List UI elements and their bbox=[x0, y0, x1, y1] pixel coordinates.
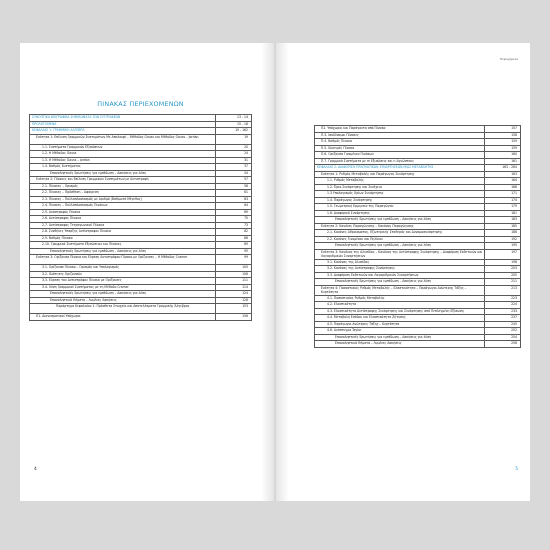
toc-entry-title: 4.5. Παράγωγοι Ανώτερης Τάξης – Κυρτότητα bbox=[315, 321, 485, 328]
toc-entry-page: 13 - 14 bbox=[216, 115, 252, 122]
toc-entry-title: Επαναληπτικές Ερωτήσεις για εμπέδωση – Ασκήσεις για λύση bbox=[315, 243, 485, 250]
toc-entry-title: 2.2. Κανόνες Γινομένου και Πηλίκου bbox=[315, 236, 485, 243]
toc-row bbox=[315, 249, 521, 259]
running-head: Περιεχόμενα bbox=[500, 57, 518, 61]
toc-entry-title: Επαναληπτικές Ερωτήσεις για εμπέδωση – Ασκήσεις για λύση bbox=[30, 291, 216, 298]
toc-entry-page: 63 bbox=[216, 196, 252, 203]
toc-entry-page: 186 bbox=[485, 230, 521, 237]
toc-entry-page: 159 bbox=[485, 139, 521, 146]
toc-title: ΠΙΝΑΚΑΣ ΠΕΡΙΕΧΟΜΕΝΩΝ bbox=[97, 100, 184, 108]
toc-entry-title: 2.9. Βαθμός Πίνακα bbox=[30, 235, 216, 242]
toc-entry-title: 1.1. Ρυθμός Μεταβολής bbox=[315, 178, 485, 185]
toc-entry-page: 179 bbox=[485, 204, 521, 211]
toc-entry-page: 58 bbox=[216, 183, 252, 190]
toc-entry-title: 4.2. Ελαστικότητα bbox=[315, 302, 485, 309]
toc-entry-page: 158 bbox=[485, 132, 521, 139]
toc-entry-page: 100 bbox=[216, 265, 252, 272]
toc-entry-title: Ενότητα 3: Ορίζουσα Πίνακα και Εύρεση Αντιστρόφου Πίνακα με Ορίζουσες – Η Μέθοδος Cramer bbox=[30, 255, 216, 265]
toc-entry-title: 1.3 Υπολογισμός Ορίων Συνάρτησης bbox=[315, 191, 485, 198]
toc-entry-title: 2.10. Γραμμικά Συστήματα Εξισώσεων και Πίνακες bbox=[30, 242, 216, 249]
toc-row bbox=[30, 304, 252, 314]
toc-entry-title: ΚΕΦΑΛΑΙΟ 1: ΓΡΑΜΜΙΚΗ ΑΛΓΕΒΡΑ bbox=[30, 128, 216, 135]
toc-entry-page: 160 bbox=[485, 152, 521, 159]
toc-entry-title: Π1. Διανυσματικοί Υπόχωροι bbox=[30, 314, 216, 321]
toc-table-right bbox=[314, 125, 521, 348]
toc-entry-title: Παράρτημα Κεφαλαίου 1: Πρόσθετα Στοιχεία και Αποτελέσματα Γραμμικής Άλγεβρας bbox=[30, 304, 216, 314]
toc-entry-page: 254 bbox=[485, 334, 521, 341]
toc-entry-title: Ενότητα 4: Ποσοστιαίος Ρυθμός Μεταβολής – Ελαστικότητα – Παράγωγοι Ανώτερης Τάξης – Κυρτότητα bbox=[315, 285, 485, 295]
toc-entry-title: Επαναληπτικά Θέματα – Λυμένες Ασκήσεις bbox=[315, 341, 485, 348]
toc-entry-title: 2.2. Πίνακες – Πρόσθεση – Αφαίρεση bbox=[30, 190, 216, 197]
toc-entry-title: 3.3. Εύρεση του Αντιστρόφου Πίνακα με Ορίζουσες bbox=[30, 278, 216, 285]
toc-entry-title: 1.4. Παράγωγος Συνάρτησης bbox=[315, 197, 485, 204]
toc-entry-title: Ενότητα 2: Πίνακες και Επίλυση Γραμμικών Συστημάτων με Αντιστροφή bbox=[30, 177, 216, 184]
toc-entry-title: Π2. Υπόχωροι και Παράγοντα από Πίνακα bbox=[315, 126, 485, 133]
toc-entry-title: Επαναληπτικές Ερωτήσεις για εμπέδωση – Ασκήσεις για λύση bbox=[315, 334, 485, 341]
toc-row bbox=[30, 134, 252, 144]
toc-entry-page: 128 bbox=[216, 297, 252, 304]
toc-entry-page: 163 - 264 bbox=[485, 165, 521, 172]
toc-entry-page: 95 bbox=[216, 248, 252, 255]
toc-entry-page: 64 bbox=[216, 203, 252, 210]
toc-entry-page: 114 bbox=[216, 284, 252, 291]
toc-entry-title: Ενότητα 2: Κανόνες Παραγώγισης – Κανόνας Παραγώγισης bbox=[315, 223, 485, 230]
toc-entry-title: ΚΕΦΑΛΑΙΟ 2: ΔΙΑΦΟΡΙΣΗ ΠΡΑΓΜΑΤΙΚΩΝ ΣΥΝΑΡΤΗΣΕΩΝ ΜΙΑΣ ΜΕΤΑΒΛΗΤΗΣ bbox=[315, 165, 485, 172]
toc-entry-title: 2.5. Ανάστροφος Πίνακα bbox=[30, 209, 216, 216]
toc-entry-page: 15 - 18 bbox=[216, 121, 252, 128]
toc-entry-page: 252 bbox=[485, 328, 521, 335]
toc-entry-page: 164 bbox=[485, 178, 521, 185]
toc-entry-title: 3.1. Κανόνας της Αλυσίδας bbox=[315, 259, 485, 266]
toc-entry-title: 4.1. Ποσοστιαίος Ρυθμός Μεταβολής bbox=[315, 295, 485, 302]
toc-entry-page: 237 bbox=[485, 315, 521, 322]
toc-entry-title: 2.6. Αντίστροφος Πίνακα bbox=[30, 216, 216, 223]
toc-entry-page: 106 bbox=[216, 271, 252, 278]
toc-entry-page: 161 bbox=[485, 158, 521, 165]
toc-entry-title: 1.4. Βαθμός Συστήματος bbox=[30, 164, 216, 171]
toc-entry-page: 19 - 162 bbox=[216, 128, 252, 135]
toc-entry-title: ΣΥΝΟΠΤΙΚΑ ΒΙΟΓΡΑΦΙΚΑ ΣΗΜΕΙΩΜΑΤΑ ΤΩΝ ΣΥΓΓΡΑΦΕΩΝ bbox=[30, 115, 216, 122]
page-number-right: 5 bbox=[515, 467, 518, 472]
toc-entry-title: Ενότητα 1: Ρυθμός Μεταβολής και Παράγωγος Συνάρτησης bbox=[315, 171, 485, 178]
toc-entry-page: 159 bbox=[485, 145, 521, 152]
page-number-left: 4 bbox=[34, 467, 37, 472]
toc-entry-page: 20 bbox=[216, 144, 252, 151]
toc-table-left bbox=[29, 114, 252, 321]
toc-entry-page: 37 bbox=[216, 164, 252, 171]
toc-entry-title: 2.3. Πίνακες – Πολλαπλασιασμός με Αριθμό (Βαθμωτό Μέγεθος) bbox=[30, 196, 216, 203]
toc-entry-page: 86 bbox=[216, 235, 252, 242]
toc-entry-page: 89 bbox=[216, 242, 252, 249]
toc-entry-page: 171 bbox=[485, 191, 521, 198]
toc-entry-page: 73 bbox=[216, 222, 252, 229]
toc-entry-page: 82 bbox=[216, 229, 252, 236]
toc-entry-page: 198 bbox=[485, 259, 521, 266]
toc-entry-page: 54 bbox=[216, 170, 252, 177]
toc-entry-title: 1.1. Συστήματα Γραμμικών Εξισώσεων bbox=[30, 144, 216, 151]
toc-entry-page: 70 bbox=[216, 216, 252, 223]
toc-entry-page: 111 bbox=[216, 278, 252, 285]
toc-entry-page: 197 bbox=[485, 249, 521, 259]
toc-entry-title: 3.4. Λύση Γραμμικού Συστήματος με τη Μέθοδο Cramer bbox=[30, 284, 216, 291]
toc-entry-title: 3.2. Κανόνας της Αντίστροφης Συνάρτησης bbox=[315, 266, 485, 273]
toc-entry-title: 3.1. Ορίζουσα Πίνακα – Ορισμός και Υπολογισμός bbox=[30, 265, 216, 272]
toc-row bbox=[30, 314, 252, 321]
toc-entry-title: 1.5. Γεωμετρική Ερμηνεία της Παραγώγου bbox=[315, 204, 485, 211]
toc-entry-title: Π.6. Ορίζουσα Γινομένου Πινάκων bbox=[315, 152, 485, 159]
toc-entry-page: 153 bbox=[216, 304, 252, 314]
toc-entry-title: 1.6. Διαφορικό Συνάρτησης bbox=[315, 210, 485, 217]
toc-entry-page: 99 bbox=[216, 255, 252, 265]
toc-row bbox=[30, 255, 252, 265]
toc-entry-page: 124 bbox=[216, 291, 252, 298]
toc-entry-page: 203 bbox=[485, 266, 521, 273]
toc-entry-page: 233 bbox=[485, 308, 521, 315]
toc-entry-page: 223 bbox=[485, 295, 521, 302]
toc-entry-page: 156 bbox=[216, 314, 252, 321]
toc-entry-title: 3.3. Διαφόριση Εκθετικών και Λογαριθμικών Συναρτήσεων bbox=[315, 272, 485, 279]
toc-entry-page: 57 bbox=[216, 177, 252, 184]
toc-entry-page: 69 bbox=[216, 209, 252, 216]
toc-entry-title: 2.4. Πίνακες – Πολλαπλασιασμός Πινάκων bbox=[30, 203, 216, 210]
toc-entry-page: 31 bbox=[216, 157, 252, 164]
toc-entry-title: Π.3. Ισοδύναμοι Πίνακες bbox=[315, 132, 485, 139]
toc-entry-title: 1.3. Η Μέθοδος Gauss – Jordan bbox=[30, 157, 216, 164]
toc-entry-title: 2.1. Πίνακες – Ορισμός bbox=[30, 183, 216, 190]
toc-entry-page: 157 bbox=[485, 126, 521, 133]
toc-entry-title: 4.3. Ελαστικότητα Αντίστροφης Συνάρτησης και Συνάρτησης από Πεπλεγμένη Εξίσωση bbox=[315, 308, 485, 315]
toc-entry-title: Επαναληπτικά Θέματα – Λυμένες Ασκήσεις bbox=[30, 297, 216, 304]
toc-entry-page: 258 bbox=[485, 341, 521, 348]
toc-entry-page: 205 bbox=[485, 272, 521, 279]
toc-entry-title: Επαναληπτικές Ερωτήσεις για εμπέδωση – Ασκήσεις για λύση bbox=[30, 170, 216, 177]
toc-entry-page: 24 bbox=[216, 151, 252, 158]
toc-entry-title: 3.2. Ιδιότητες Οριζουσών bbox=[30, 271, 216, 278]
toc-entry-page: 19 bbox=[216, 134, 252, 144]
toc-entry-page: 183 bbox=[485, 217, 521, 224]
toc-entry-page: 195 bbox=[485, 243, 521, 250]
toc-entry-page: 168 bbox=[485, 184, 521, 191]
toc-entry-title: Επαναληπτικές Ερωτήσεις για εμπέδωση – Ασκήσεις για λύση bbox=[30, 248, 216, 255]
toc-entry-title: 2.7. Αντίστροφος Τετραγωνικού Πίνακα bbox=[30, 222, 216, 229]
toc-entry-page: 185 bbox=[485, 223, 521, 230]
toc-entry-page: 181 bbox=[485, 210, 521, 217]
toc-row bbox=[315, 341, 521, 348]
toc-entry-title: Επαναληπτικές Ερωτήσεις για εμπέδωση – Ασκήσεις για λύση bbox=[315, 217, 485, 224]
toc-entry-page: 174 bbox=[485, 197, 521, 204]
toc-entry-page: 192 bbox=[485, 236, 521, 243]
toc-entry-page: 211 bbox=[485, 279, 521, 286]
toc-entry-title: Π.4. Βαθμός Πίνακα bbox=[315, 139, 485, 146]
toc-entry-title: 4.4. Μεταβολή Εσόδου και Ελαστικότητα Ζήτησης bbox=[315, 315, 485, 322]
right-page bbox=[289, 43, 530, 501]
toc-entry-page: 224 bbox=[485, 302, 521, 309]
left-page bbox=[20, 43, 261, 501]
toc-entry-title: Ενότητα 1: Επίλυση Γραμμικών Συστημάτων Με Απαλοιφή – Μέθοδος Gauss και Μέθοδος Gauss – Jordan bbox=[30, 134, 216, 144]
toc-entry-title: Ενότητα 3: Κανόνας της Αλυσίδας – Κανόνας της Αντίστροφης Συνάρτησης – Διαφόριση Εκθετικών και Λογαριθμικών Συναρτήσεων bbox=[315, 249, 485, 259]
book-spine bbox=[261, 43, 289, 501]
toc-entry-title: 1.2. Η Μέθοδος Gauss bbox=[30, 151, 216, 158]
toc-entry-page: 213 bbox=[485, 285, 521, 295]
toc-entry-title: Π.7. Γραμμικά Συστήματα με m Εξισώσεις και n Αγνώστους bbox=[315, 158, 485, 165]
toc-entry-title: 4.6. Ανάπτυγμα Taylor bbox=[315, 328, 485, 335]
toc-entry-title: 2.1. Κανόνες Αθροίσματος, Εξωτερικής Σταθεράς και Δυναμοσυνάρτησης bbox=[315, 230, 485, 237]
toc-entry-page: 163 bbox=[485, 171, 521, 178]
toc-entry-title: Επαναληπτικές Ερωτήσεις για εμπέδωση – Ασκήσεις για λύση bbox=[315, 279, 485, 286]
toc-entry-page: 245 bbox=[485, 321, 521, 328]
toc-entry-title: Π.5. Ιδιοτιμές Πίνακα bbox=[315, 145, 485, 152]
toc-entry-title: ΠΡΟΛΟΓΟΜΕΝΑ bbox=[30, 121, 216, 128]
toc-row bbox=[315, 285, 521, 295]
toc-entry-title: 1.2. Όριο Συνάρτησης και Συνέχεια bbox=[315, 184, 485, 191]
toc-entry-title: 2.8. Συνθήκες Υπαρξης Αντίστροφου Πίνακα bbox=[30, 229, 216, 236]
toc-entry-page: 61 bbox=[216, 190, 252, 197]
